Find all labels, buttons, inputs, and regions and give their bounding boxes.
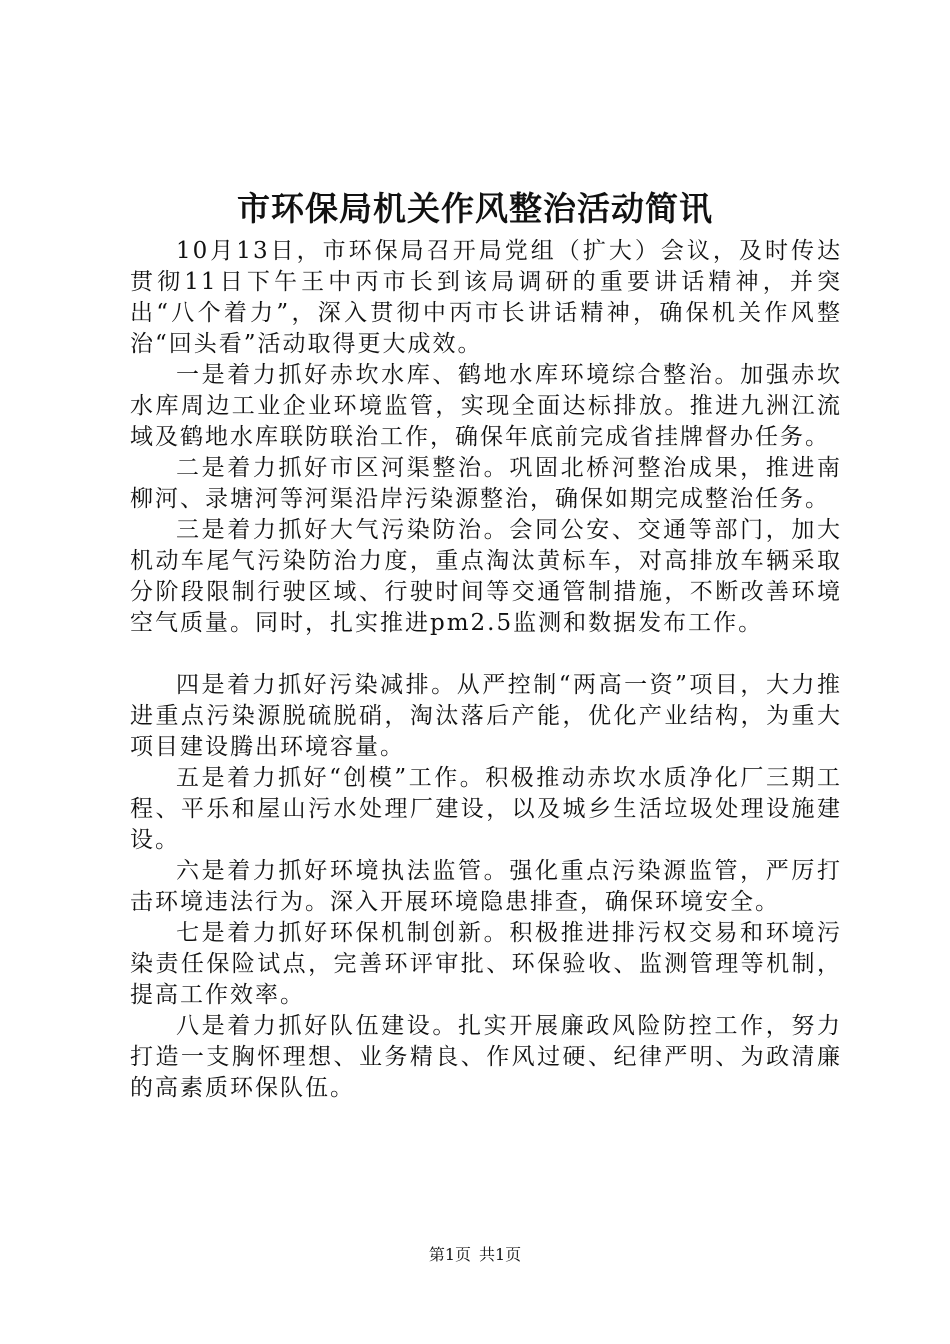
paragraph-item-6: 六是着力抓好环境执法监管。强化重点污染源监管，严厉打击环境违法行为。深入开展环境隐患排查，确保环境安全。 — [130, 858, 842, 915]
document-body — [130, 236, 842, 1104]
paragraph-item-3: 三是着力抓好大气污染防治。会同公安、交通等部门，加大机动车尾气污染防治力度，重点淘汰黄标车，对高排放车辆采取分阶段限制行驶区域、行驶时间等交通管制措施，不断改善环境空气质量。同时，扎实推进pm2.5监测和数据发布工作。 — [130, 517, 842, 636]
paragraph-item-1: 一是着力抓好赤坎水库、鹤地水库环境综合整治。加强赤坎水库周边工业企业环境监管，实现全面达标排放。推进九洲江流域及鹤地水库联防联治工作，确保年底前完成省挂牌督办任务。 — [130, 362, 842, 450]
paragraph-item-4: 四是着力抓好污染减排。从严控制“两高一资”项目，大力推进重点污染源脱硫脱硝，淘汰落后产能，优化产业结构，为重大项目建设腾出环境容量。 — [130, 672, 842, 760]
page-footer — [0, 1244, 950, 1266]
page-number: 第1页 — [428, 1245, 471, 1264]
paragraph-item-8: 八是着力抓好队伍建设。扎实开展廉政风险防控工作，努力打造一支胸怀理想、业务精良、作风过硬、纪律严明、为政清廉的高素质环保队伍。 — [130, 1013, 842, 1101]
paragraph-intro: 10月13日，市环保局召开局党组（扩大）会议，及时传达贯彻11日下午王中丙市长到该局调研的重要讲话精神，并突出“八个着力”，深入贯彻中丙市长讲话精神，确保机关作风整治“回头看”活动取得更大成效。 — [130, 238, 842, 357]
paragraph-item-7: 七是着力抓好环保机制创新。积极推进排污权交易和环境污染责任保险试点，完善环评审批、环保验收、监测管理等机制，提高工作效率。 — [130, 920, 842, 1008]
document-title: 市环保局机关作风整治活动简讯 — [237, 189, 713, 228]
paragraph-item-5: 五是着力抓好“创模”工作。积极推动赤坎水质净化厂三期工程、平乐和屋山污水处理厂建设，以及城乡生活垃圾处理设施建设。 — [130, 765, 842, 853]
page-total: 共1页 — [479, 1245, 522, 1264]
paragraph-item-2: 二是着力抓好市区河渠整治。巩固北桥河整治成果，推进南柳河、录塘河等河渠沿岸污染源整治，确保如期完成整治任务。 — [130, 455, 842, 512]
